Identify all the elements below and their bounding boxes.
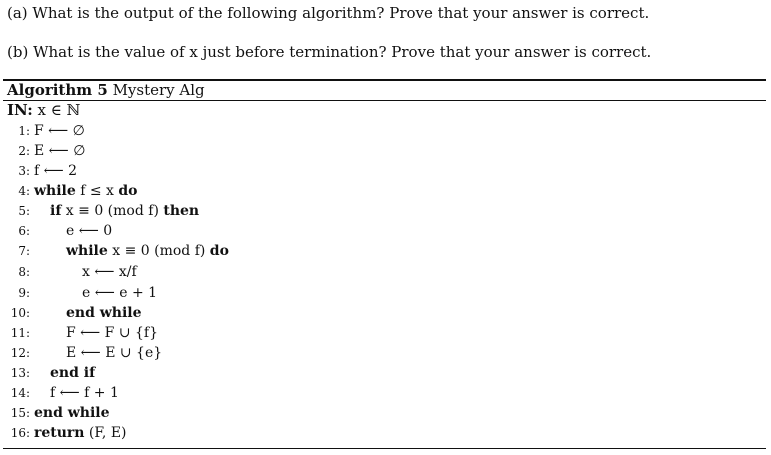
line-code: F ⟵ F ∪ {f}: [66, 325, 159, 341]
line-number: 9:: [18, 286, 30, 300]
line-code: f ⟵ 2: [34, 163, 78, 179]
question-b: (b) What is the value of x just before termination? Prove that your answer is correct.: [7, 43, 652, 61]
line-code: e ⟵ 0: [66, 223, 113, 239]
line-number: 8:: [18, 265, 30, 279]
line-number: 7:: [18, 244, 30, 258]
line-code: while f ≤ x do: [34, 183, 138, 199]
line-code: F ⟵ ∅: [34, 123, 85, 139]
question-a: (a) What is the output of the following algorithm? Prove that your answer is correct.: [7, 4, 650, 22]
algorithm-bottom-rule: [3, 448, 766, 449]
line-number: 10:: [10, 306, 30, 320]
line-number: 6:: [18, 224, 30, 238]
line-number: 3:: [18, 164, 30, 178]
line-code: end while: [34, 405, 110, 421]
line-code: E ⟵ E ∪ {e}: [66, 345, 163, 361]
line-number: 2:: [18, 144, 30, 158]
line-code: f ⟵ f + 1: [50, 385, 119, 401]
line-number: 15:: [10, 406, 30, 420]
line-number: 4:: [18, 184, 30, 198]
algorithm-title: Algorithm 5 Mystery Alg: [7, 81, 205, 99]
line-code: e ⟵ e + 1: [82, 285, 158, 301]
line-number: 12:: [10, 346, 30, 360]
line-code: end if: [50, 365, 96, 381]
line-code: return (F, E): [34, 425, 127, 441]
algorithm-input: IN: x ∈ ℕ: [7, 101, 81, 119]
line-code: E ⟵ ∅: [34, 143, 86, 159]
line-code: while x ≡ 0 (mod f) do: [66, 243, 229, 259]
line-number: 16:: [10, 426, 30, 440]
line-number: 5:: [18, 204, 30, 218]
line-code: x ⟵ x/f: [82, 264, 137, 280]
line-number: 1:: [18, 124, 30, 138]
line-number: 11:: [10, 326, 30, 340]
line-code: if x ≡ 0 (mod f) then: [50, 203, 200, 219]
line-number: 14:: [10, 386, 30, 400]
line-number: 13:: [10, 366, 30, 380]
algorithm-header-rule: [3, 100, 766, 101]
line-code: end while: [66, 305, 142, 321]
